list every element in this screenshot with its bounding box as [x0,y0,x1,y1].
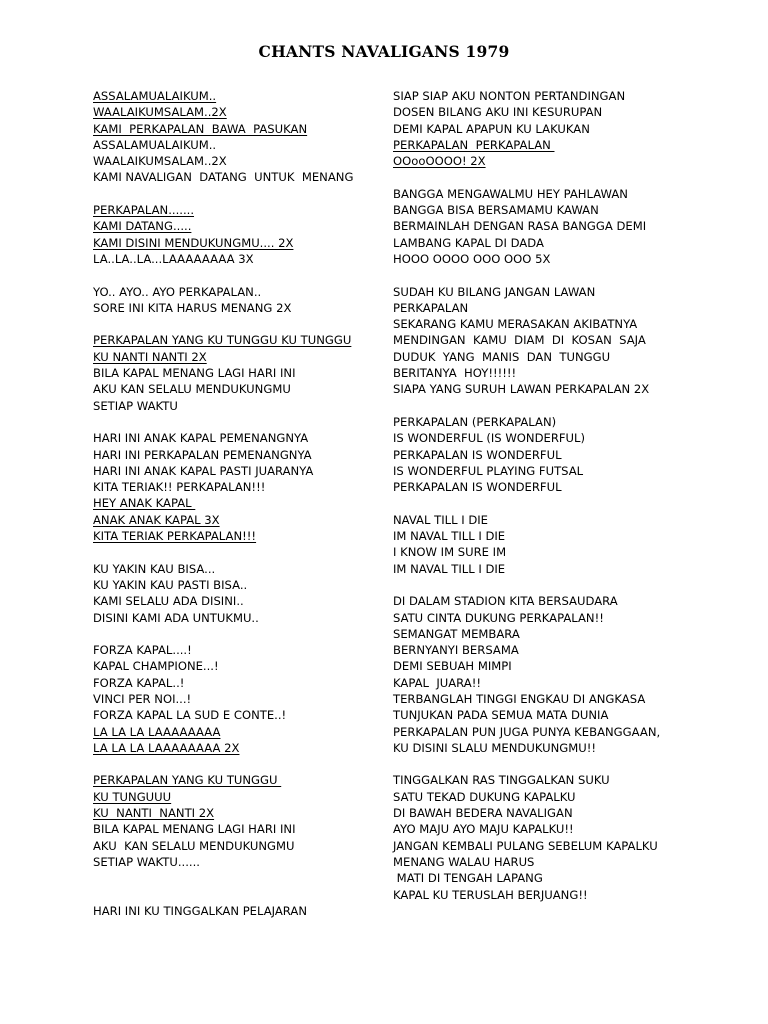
right-column-line: PERKAPALAN PUN JUGA PUNYA KEBANGGAAN, [393,724,661,739]
right-column-line: TINGGALKAN RAS TINGGALKAN SUKU [393,773,610,788]
right-column-line: BERNYANYI BERSAMA [393,643,519,658]
left-column-line: KITA TERIAK!! PERKAPALAN!!! [93,480,266,495]
right-column-line: DI DALAM STADION KITA BERSAUDARA [393,594,618,609]
right-column-line: KAPAL KU TERUSLAH BERJUANG!! [393,887,588,902]
left-column-line: KAMI PERKAPALAN BAWA PASUKAN [93,121,308,136]
right-column-line: HOOO OOOO OOO OOO 5X [393,251,551,266]
right-column-line: DI BAWAH BEDERA NAVALIGAN [393,806,573,821]
right-column-line: DEMI SEBUAH MIMPI [393,659,512,674]
left-column-line [93,870,383,886]
right-column-line: AYO MAJU AYO MAJU KAPALKU!! [393,822,574,837]
right-column-line: DEMI KAPAL APAPUN KU LAKUKAN [393,121,590,136]
right-column-line: DOSEN BILANG AKU INI KESURUPAN [393,105,603,120]
left-column-line: HEY ANAK KAPAL [93,496,196,511]
left-column-line: SORE INI KITA HARUS MENANG 2X [93,300,292,315]
left-column-line [93,756,383,772]
right-column-line: SIAP SIAP AKU NONTON PERTANDINGAN [393,89,626,103]
left-column-line [93,186,383,202]
left-column-line: KAPAL CHAMPIONE...! [93,659,219,674]
left-column-line: KU TUNGUUU [93,789,172,804]
left-column-line: HARI INI KU TINGGALKAN PELAJARAN [93,903,307,918]
right-column-line: PERKAPALAN IS WONDERFUL [393,480,562,495]
left-column-line [93,544,383,560]
right-column-line: SUDAH KU BILANG JANGAN LAWAN [393,284,596,299]
left-column-line: FORZA KAPAL....! [93,643,192,658]
right-column-line: DUDUK YANG MANIS DAN TUNGGU [393,349,611,364]
left-column-line: KAMI SELALU ADA DISINI.. [93,594,244,609]
right-column-line: TERBANGLAH TINGGI ENGKAU DI ANGKASA [393,691,646,706]
document-title: CHANTS NAVALIGANS 1979 [258,42,510,61]
left-column-line [93,887,383,903]
right-column-line: MENANG WALAU HARUS [393,854,535,869]
right-column-line: BANGGA BISA BERSAMAMU KAWAN [393,203,599,218]
right-column-line: PERKAPALAN (PERKAPALAN) [393,414,557,429]
right-column-line: SEKARANG KAMU MERASAKAN AKIBATNYA [393,317,638,332]
right-column-line [393,267,683,283]
right-column-line: TUNJUKAN PADA SEMUA MATA DUNIA [393,708,609,723]
left-column-line: SETIAP WAKTU...... [93,854,200,869]
left-column-line [93,626,383,642]
left-column-line: KU YAKIN KAU PASTI BISA.. [93,577,248,592]
left-column-line: ASSALAMUALAIKUM.. [93,137,217,152]
right-column-line: IS WONDERFUL PLAYING FUTSAL [393,463,584,478]
left-column-line: FORZA KAPAL LA SUD E CONTE..! [93,708,287,723]
right-column-line: I KNOW IM SURE IM [393,545,507,560]
left-column-line: DISINI KAMI ADA UNTUKMU.. [93,610,259,625]
right-column-line [393,398,683,414]
left-column-line: LA LA LA LAAAAAAAA [93,724,221,739]
right-column-line: IM NAVAL TILL I DIE [393,529,506,544]
right-column-line: PERKAPALAN [393,300,469,315]
left-column [93,88,383,919]
right-column-line: IM NAVAL TILL I DIE [393,561,506,576]
right-column-line: BERMAINLAH DENGAN RASA BANGGA DEMI [393,219,647,234]
right-column-line: PERKAPALAN PERKAPALAN [393,137,555,152]
left-column-line: LA..LA..LA...LAAAAAAAA 3X [93,251,254,266]
left-column-line [93,267,383,283]
left-column-line: HARI INI ANAK KAPAL PASTI JUARANYA [93,463,314,478]
left-column-line: KAMI DATANG..... [93,219,192,234]
right-column-line: MENDINGAN KAMU DIAM DI KOSAN SAJA [393,333,646,348]
right-column-line [393,169,683,185]
right-column [393,88,683,903]
left-column-line: PERKAPALAN YANG KU TUNGGU KU TUNGGU [93,333,352,348]
right-column-line: MATI DI TENGAH LAPANG [393,871,543,886]
left-column-line: VINCI PER NOI...! [93,691,192,706]
left-column-line: AKU KAN SELALU MENDUKUNGMU [93,838,295,853]
left-column-line [93,316,383,332]
right-column-line: BANGGA MENGAWALMU HEY PAHLAWAN [393,186,628,201]
right-column-line [393,756,683,772]
left-column-line: BILA KAPAL MENANG LAGI HARI INI [93,822,296,837]
left-column-line: BILA KAPAL MENANG LAGI HARI INI [93,366,296,381]
left-column-line: FORZA KAPAL..! [93,675,185,690]
right-column-line: KU DISINI SLALU MENDUKUNGMU!! [393,740,597,755]
left-column-line: KU YAKIN KAU BISA... [93,561,216,576]
left-column-line: KAMI NAVALIGAN DATANG UNTUK MENANG [93,170,354,185]
left-column-line: KU NANTI NANTI 2X [93,349,207,364]
left-column-line: WAALAIKUMSALAM..2X [93,154,227,169]
left-column-line: ANAK ANAK KAPAL 3X [93,512,220,527]
right-column-line: SATU TEKAD DUKUNG KAPALKU [393,789,576,804]
left-column-line: YO.. AYO.. AYO PERKAPALAN.. [93,284,262,299]
right-column-line: PERKAPALAN IS WONDERFUL [393,447,562,462]
left-column-line: PERKAPALAN YANG KU TUNGGU [93,773,282,788]
left-column-line: SETIAP WAKTU [93,398,178,413]
left-column-line [93,414,383,430]
left-column-line: AKU KAN SELALU MENDUKUNGMU [93,382,291,397]
right-column-line: SIAPA YANG SURUH LAWAN PERKAPALAN 2X [393,382,650,397]
left-column-line: PERKAPALAN....... [93,203,195,218]
right-column-line: LAMBANG KAPAL DI DADA [393,235,544,250]
left-column-line: ASSALAMUALAIKUM.. [93,89,217,103]
right-column-line: NAVAL TILL I DIE [393,512,489,527]
left-column-line: KITA TERIAK PERKAPALAN!!! [93,529,257,544]
right-column-line: BERITANYA HOY!!!!!! [393,366,517,381]
right-column-line: OOooOOOO! 2X [393,154,486,169]
right-column-line [393,495,683,511]
left-column-line: LA LA LA LAAAAAAAA 2X [93,740,240,755]
right-column-line: KAPAL JUARA!! [393,675,481,690]
right-column-line: JANGAN KEMBALI PULANG SEBELUM KAPALKU [393,838,658,853]
right-column-line: SEMANGAT MEMBARA [393,626,520,641]
left-column-line: KU NANTI NANTI 2X [93,806,215,821]
left-column-line: KAMI DISINI MENDUKUNGMU.... 2X [93,235,294,250]
right-column-line [393,577,683,593]
left-column-line: WAALAIKUMSALAM..2X [93,105,227,120]
right-column-line: SATU CINTA DUKUNG PERKAPALAN!! [393,610,604,625]
right-column-line: IS WONDERFUL (IS WONDERFUL) [393,431,586,446]
left-column-line: HARI INI PERKAPALAN PEMENANGNYA [93,447,312,462]
left-column-line: HARI INI ANAK KAPAL PEMENANGNYA [93,431,309,446]
